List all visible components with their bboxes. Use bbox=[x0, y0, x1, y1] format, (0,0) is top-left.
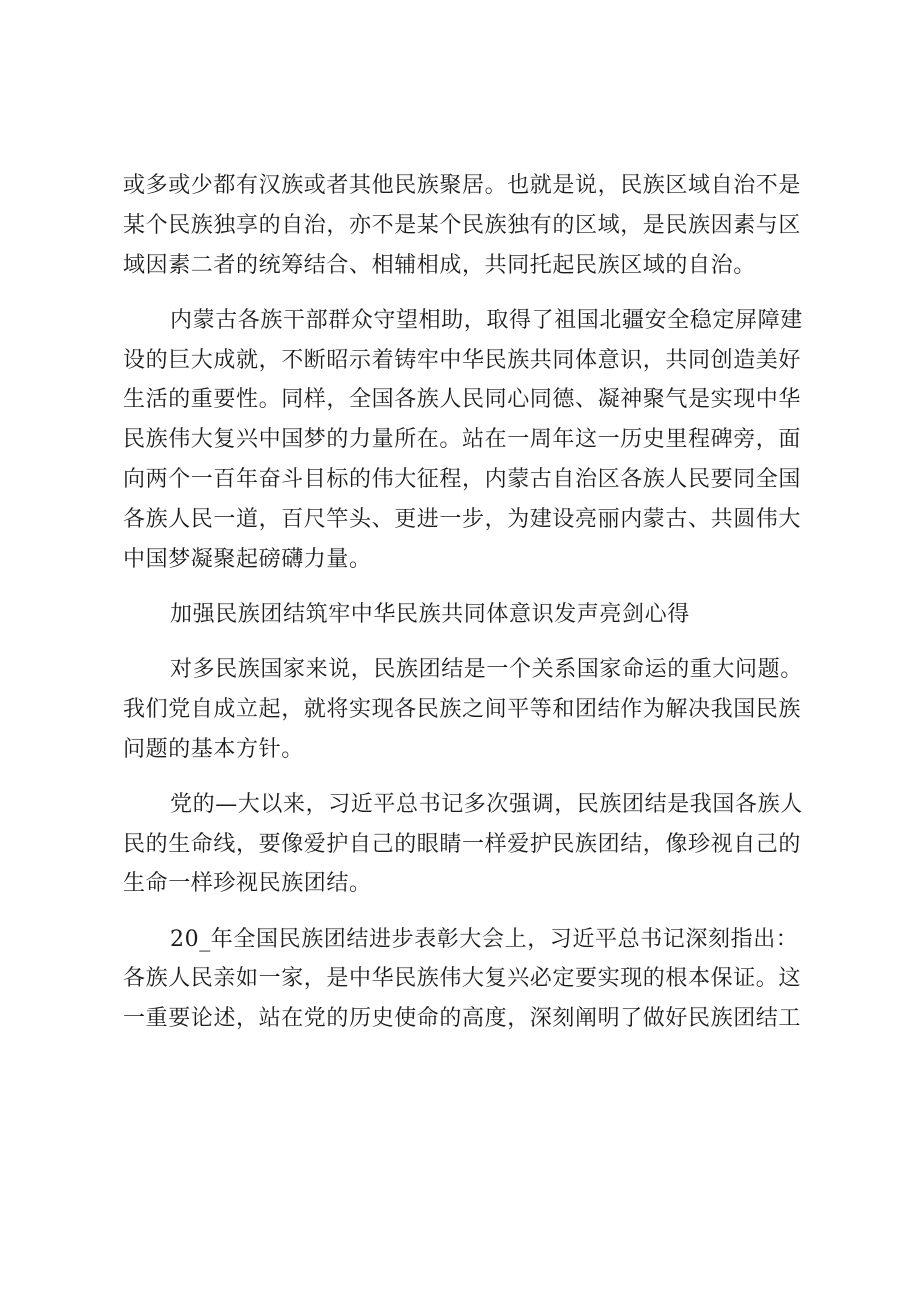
text-line: 内蒙古各族干部群众守望相助，取得了祖国北疆安全稳定屏障建 bbox=[170, 307, 803, 333]
text-line: 民族伟大复兴中国梦的力量所在。站在一周年这一历史里程碑旁，面 bbox=[123, 427, 802, 453]
text-line: 民的生命线，要像爱护自己的眼睛一样爱护民族团结，像珍视自己的 bbox=[123, 831, 802, 857]
text-line: 向两个一百年奋斗目标的伟大征程，内蒙古自治区各族人民要同全国 bbox=[123, 466, 802, 492]
text-line: 问题的基本方针。 bbox=[123, 736, 304, 762]
text-line: 生活的重要性。同样，全国各族人民同心同德、凝神聚气是实现中华 bbox=[123, 387, 802, 413]
paragraph bbox=[123, 650, 823, 769]
document-body bbox=[123, 166, 823, 1054]
text-line: 或多或少都有汉族或者其他民族聚居。也就是说，民族区域自治不是 bbox=[123, 173, 802, 198]
text-line: 设的巨大成就，不断昭示着铸牢中华民族共同体意识，共同创造美好 bbox=[123, 347, 802, 373]
text-line: 各族人民一道，百尺竿头、更进一步，为建设亮丽内蒙古、共圆伟大 bbox=[123, 506, 802, 532]
text-line: 生命一样珍视民族团结。 bbox=[123, 871, 372, 897]
text-line: 加强民族团结筑牢中华民族共同体意识发声亮剑心得 bbox=[170, 601, 690, 627]
text-line: 某个民族独享的自治，亦不是某个民族独有的区域，是民族因素与区 bbox=[123, 212, 802, 238]
text-line: 党的—大以来，习近平总书记多次强调，民族团结是我国各族人 bbox=[170, 791, 803, 817]
text-line: 一重要论述，站在党的历史使命的高度，深刻阐明了做好民族团结工 bbox=[123, 1006, 802, 1032]
text-line: 域因素二者的统筹结合、相辅相成，共同托起民族区域的自治。 bbox=[123, 252, 756, 278]
text-line: 20_年全国民族团结进步表彰大会上，习近平总书记深刻指出： bbox=[170, 926, 799, 952]
text-line: 我们党自成立起，就将实现各民族之间平等和团结作为解决我国民族 bbox=[123, 696, 802, 722]
text-line: 中国梦凝聚起磅礴力量。 bbox=[123, 546, 372, 572]
text-line: 各族人民亲如一家，是中华民族伟大复兴必定要实现的根本保证。这 bbox=[123, 966, 802, 992]
paragraph bbox=[123, 595, 823, 635]
paragraph bbox=[123, 785, 823, 904]
paragraph bbox=[123, 301, 823, 580]
paragraph bbox=[123, 166, 823, 285]
text-line: 对多民族国家来说，民族团结是一个关系国家命运的重大问题。 bbox=[170, 656, 803, 682]
paragraph bbox=[123, 920, 823, 1039]
